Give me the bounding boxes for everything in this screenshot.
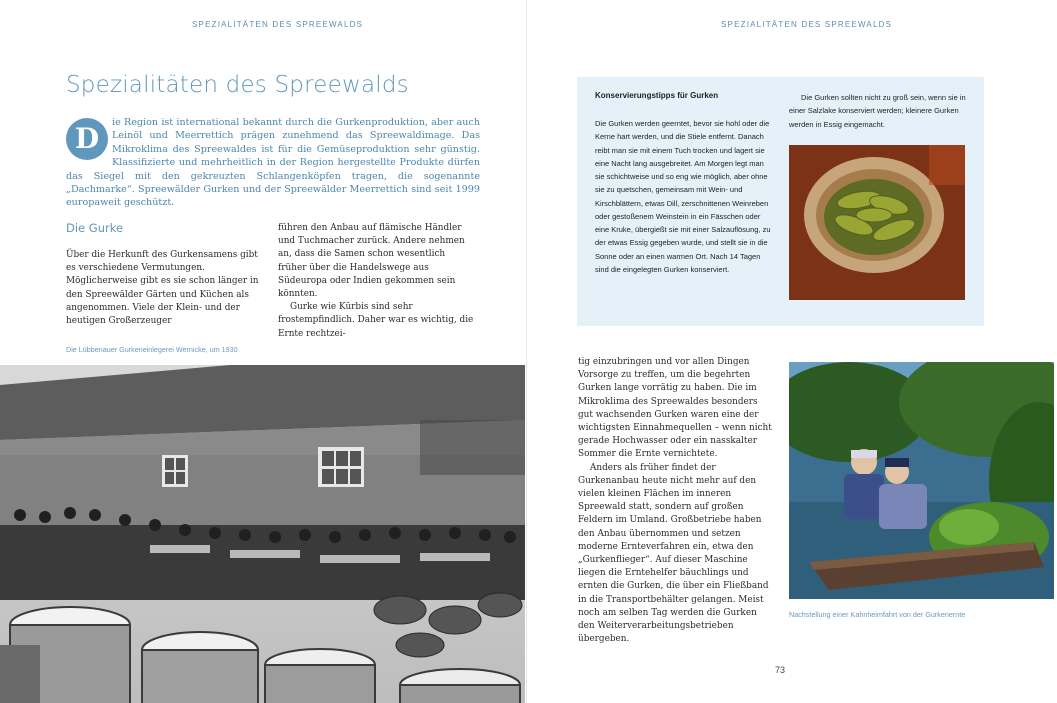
paragraph: Gurke wie Kürbis sind sehr frostempfindlich. Daher war es wichtig, die Ernte rechtzei-: [278, 302, 474, 339]
paragraph: Anders als früher findet der Gurkenanbau heute nicht mehr auf den vielen kleinen Flächen im inneren Spreewald statt, sondern auf großen Feldern im Umland. Großbetriebe haben den Anbau übernommen und setzen moderne Ernteverfahren ein, etwa den „Gurkenflieger“. Auf dieser Maschine liegen die Erntehelfer bäuchlings und ernten die Gurken, die über ein Fließband in die Transportbehälter gelangen. Meist noch am selben Tag werden die Gurken den Weiterverarbeitungsbetrieben übergeben.: [578, 462, 769, 645]
historic-photo-caption: Die Lübbenauer Gurkeneinlegerei Wernicke, um 1930: [66, 345, 238, 354]
text-column-3: [578, 356, 774, 646]
page-number: 73: [775, 665, 786, 675]
section-heading: Die Gurke: [66, 221, 124, 235]
drop-cap: D: [66, 118, 108, 160]
pickles-in-crock-photo: [789, 145, 965, 300]
paragraph: führen den Anbau auf flämische Händler und Tuchmacher zurück. Andere nehmen an, dass die Samen schon wesentlich früher über die Handelswege aus Südeuropa oder Indien gekommen sein könnten.: [278, 223, 465, 300]
lead-text: ie Region ist international bekannt durch die Gurkenproduktion, aber auch Leinöl und Meerrettich prägen zunehmend das Spreewaldimage. Das Mikroklima des Spreewaldes ist für die Gemüseproduktion sehr günstig. Klassifizierte und mehrheitlich in der Region hergestellte Produkte dürfen das Siegel mit den gekreuzten Schlangenköpfen tragen, die sogenannte „Dachmarke“. Spreewälder Gurken und der Spreewälder Meerrettich sind seit 1999 europaweit geschützt.: [66, 117, 480, 209]
text-column-2: [278, 222, 474, 341]
boat-harvest-photo: [789, 362, 1054, 599]
text-column-1: [66, 249, 264, 328]
running-header-left: SPEZIALITÄTEN DES SPREEWALDS: [192, 20, 364, 29]
paragraph: Über die Herkunft des Gurkensamens gibt es verschiedene Vermutungen. Möglicherweise gibt es sie schon länger in den Spreewälder Gärten und Küchen als angenommen. Viele der Klein- und der heutigen Großerzeuger: [66, 250, 259, 327]
article-title: Spezialitäten des Spreewalds: [66, 72, 409, 98]
tip-box-text-2: Die Gurken sollten nicht zu groß sein, wenn sie in einer Salzlake konserviert werden; kleinere Gurken werden in Essig eingemacht.: [789, 93, 966, 129]
lead-paragraph: [66, 116, 480, 210]
running-header-right: SPEZIALITÄTEN DES SPREEWALDS: [721, 20, 893, 29]
tip-box-title: Konservierungstipps für Gurken: [595, 91, 719, 100]
boat-photo-caption: Nachstellung einer Kahnheimfahrt von der Gurkenernte: [789, 610, 966, 619]
historic-pickling-factory-photo: [0, 365, 525, 703]
page-gutter: [526, 0, 527, 703]
tip-box-text: Die Gurken werden geerntet, bevor sie hohl oder die Kerne hart werden, und die Stiele entfernt. Danach reibt man sie mit einem Tuch trocken und lagert sie eine Nacht lang ausgebreitet. Am Morgen legt man sie schichtweise und so eng wie möglich, aber ohne sie zu quetschen, gemeinsam mit Wein- und Kirschblättern, etwas Dill, zerschnittenen Weinreben oder gestoßenem Weinstein in ein Fässchen oder eine Kruke, übergießt sie mit einer Salzauflösung, zu der etwas Essig gegeben wurde, und stellt sie in die Sonne oder an einen warmen Ort. Nach 14 Tagen sind die eingelegten Gurken konserviert.: [595, 119, 771, 274]
paragraph: tig einzubringen und vor allen Dingen Vorsorge zu treffen, um die begehrten Gurken lange vorrätig zu haben. Die im Mikroklima des Spreewaldes besonders gut wachsenden Gurken waren eine der wichtigsten Einnahmequellen – wenn nicht gerade Hochwasser oder ein nasskalter Sommer die Ernte vernichtete.: [578, 357, 772, 460]
